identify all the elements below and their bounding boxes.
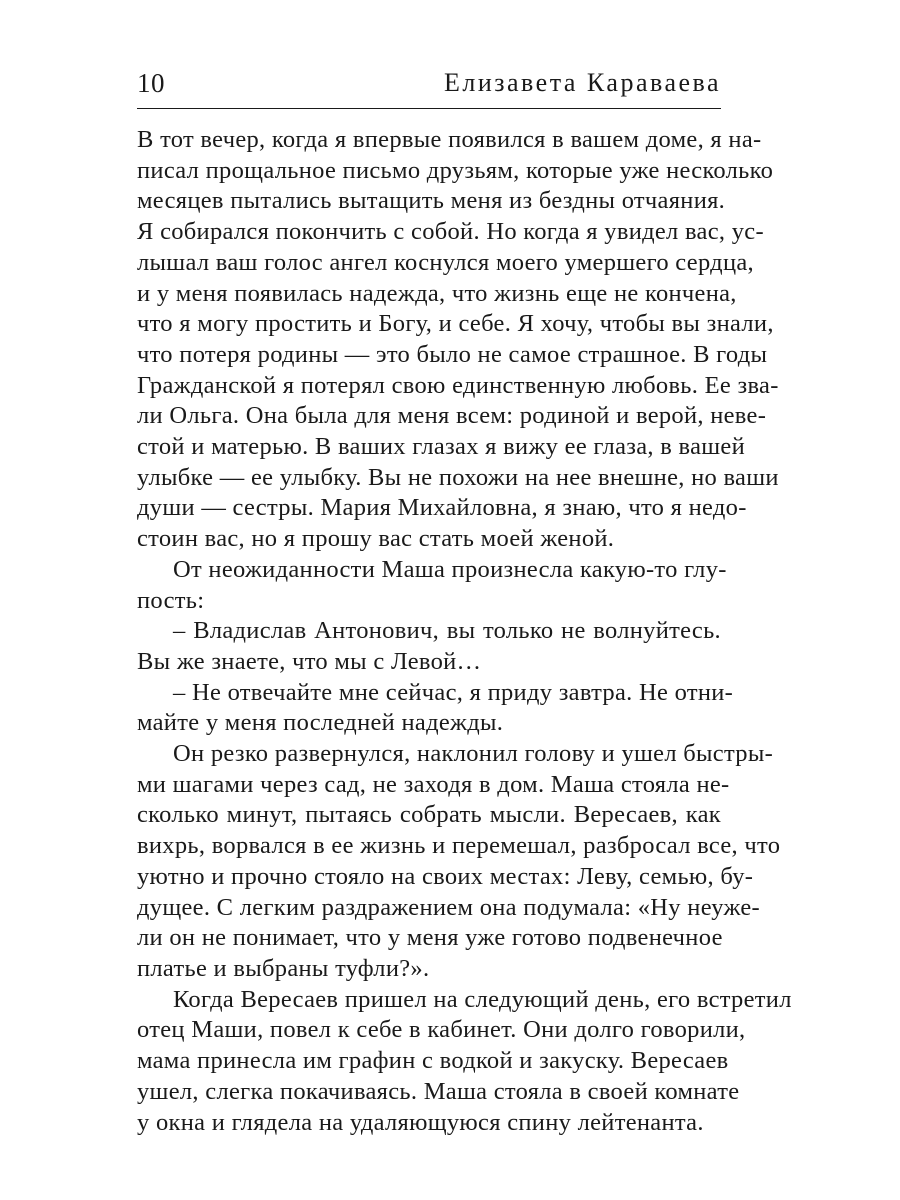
text-line: стой и матерью. В ваших глазах я вижу ее глаза, в вашей <box>137 433 746 461</box>
paragraph <box>137 985 792 1139</box>
text-line: Когда Вересаев пришел на следующий день, его встретил <box>173 985 792 1013</box>
paragraph <box>137 678 734 739</box>
paragraph <box>137 739 781 985</box>
text-line: и у меня появилась надежда, что жизнь еще не кончена, <box>137 279 737 307</box>
text-line: – Не отвечайте мне сейчас, я приду завтра. Не отни- <box>173 678 734 706</box>
text-line: – Владислав Антонович, вы только не волнуйтесь. <box>173 617 721 645</box>
text-line: В тот вечер, когда я впервые появился в вашем доме, я на- <box>137 126 762 153</box>
text-line: что я могу простить и Богу, и себе. Я хочу, чтобы вы знали, <box>137 310 774 338</box>
text-line: уютно и прочно стояло на своих местах: Леву, семью, бу- <box>137 862 754 890</box>
text-line: От неожиданности Маша произнесла какую-то глу- <box>173 555 727 583</box>
text-line: у окна и глядела на удаляющуюся спину лейтенанта. <box>137 1108 704 1136</box>
text-line: дущее. С легким раздражением она подумала: «Ну неуже- <box>137 893 761 921</box>
text-line: платье и выбраны туфли?». <box>137 954 430 982</box>
page-header <box>137 64 721 109</box>
paragraph <box>137 555 727 616</box>
text-line: Гражданской я потерял свою единственную любовь. Ее зва- <box>137 371 779 399</box>
running-head-author: Елизавета Караваева <box>443 68 721 97</box>
paragraph <box>137 125 779 555</box>
text-line: ушел, слегка покачиваясь. Маша стояла в своей комнате <box>137 1077 740 1105</box>
text-line: Вы же знаете, что мы с Левой… <box>137 647 482 675</box>
text-line: майте у меня последней надежды. <box>137 709 504 737</box>
text-line: отец Маши, повел к себе в кабинет. Они долго говорили, <box>137 1016 746 1044</box>
text-line: писал прощальное письмо друзьям, которые уже несколько <box>137 156 774 184</box>
text-line: ми шагами через сад, не заходя в дом. Маша стояла не- <box>137 770 730 798</box>
text-line: сколько минут, пытаясь собрать мысли. Вересаев, как <box>137 801 721 829</box>
page-number: 10 <box>137 68 165 98</box>
text-line: что потеря родины — это было не самое страшное. В годы <box>137 340 768 368</box>
text-line: мама принесла им графин с водкой и закуску. Вересаев <box>137 1047 729 1075</box>
text-line: лышал ваш голос ангел коснулся моего умершего сердца, <box>137 248 754 276</box>
text-line: Я собирался покончить с собой. Но когда я увидел вас, ус- <box>137 218 764 246</box>
text-line: улыбке — ее улыбку. Вы не похожи на нее внешне, но ваши <box>137 463 779 491</box>
text-line: ли Ольга. Она была для меня всем: родиной и верой, неве- <box>137 402 767 430</box>
text-line: ли он не понимает, что у меня уже готово подвенечное <box>137 924 723 952</box>
text-line: месяцев пытались вытащить меня из бездны отчаяния. <box>137 187 726 215</box>
text-line: души — сестры. Мария Михайловна, я знаю, что я недо- <box>137 494 747 522</box>
paragraph <box>137 616 721 677</box>
text-line: пость: <box>137 586 205 614</box>
body-text <box>137 125 792 1138</box>
text-line: вихрь, ворвался в ее жизнь и перемешал, разбросал все, что <box>137 832 781 860</box>
text-line: Он резко развернулся, наклонил голову и ушел быстры- <box>173 740 774 768</box>
text-line: стоин вас, но я прошу вас стать моей женой. <box>137 525 615 553</box>
